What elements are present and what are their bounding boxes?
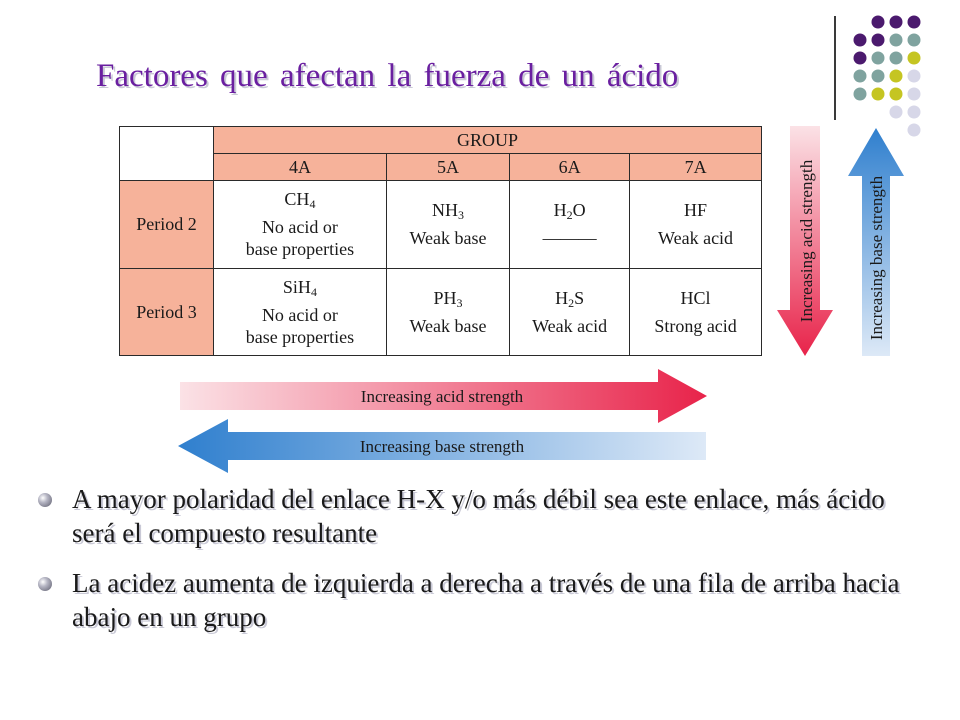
horizontal-base-arrow-label: Increasing base strength [359,437,525,456]
bullet-list [38,482,928,650]
compound-formula: HF [684,200,708,221]
compound-formula: $H_2S$ [555,287,585,310]
compound-formula: SiH$_4$ [282,276,317,299]
row-header-period-3: Period 3 [120,268,214,356]
bullet-text: A mayor polaridad del enlace H-X y/o más débil sea este enlace, más ácido será el compuesto resultante [72,484,885,548]
compound-formula: $PH_3$ [433,287,463,310]
compound-formula: $NH_3$ [431,200,464,223]
list-item [38,566,928,634]
compound-property: Strong acid [654,315,737,336]
compound-formula: $H_2O$ [553,200,586,223]
compound-property: No acid or [261,217,338,238]
slide-title: Factores que afectan la fuerza de un ácido [96,58,679,94]
vertical-base-arrow-label: Increasing base strength [867,175,886,341]
list-item [38,482,928,550]
horizontal-acid-arrow-label: Increasing acid strength [360,387,524,406]
vertical-acid-arrow [777,126,833,356]
bullet-text: La acidez aumenta de izquierda a derecha a través de una fila de arriba hacia abajo en un grupo [72,568,900,632]
row-header-period-2: Period 2 [120,181,214,269]
column-header-5a: 5A [386,154,509,181]
compound-property: Weak base [409,315,487,336]
column-header-4a: 4A [214,154,387,181]
group-header: GROUP [214,127,762,154]
vertical-acid-arrow-label: Increasing acid strength [797,159,816,323]
column-header-7a: 7A [630,154,762,181]
compound-property: Weak acid [658,228,734,249]
compound-property: base properties [245,326,355,347]
horizontal-acid-arrow [180,369,707,423]
bullet-dot-icon [38,577,52,591]
compound-property: base properties [245,239,355,260]
compound-formula: $CH_4$ [284,189,316,212]
vertical-base-arrow [848,128,904,356]
compound-property: No acid or [261,304,338,325]
compound-property: Weak base [409,228,487,249]
column-header-6a: 6A [510,154,630,181]
horizontal-base-arrow [178,419,706,473]
bullet-dot-icon [38,493,52,507]
compound-property: Weak acid [532,315,608,336]
compound-formula: HCl [680,287,711,308]
compound-property: ——— [542,228,597,249]
